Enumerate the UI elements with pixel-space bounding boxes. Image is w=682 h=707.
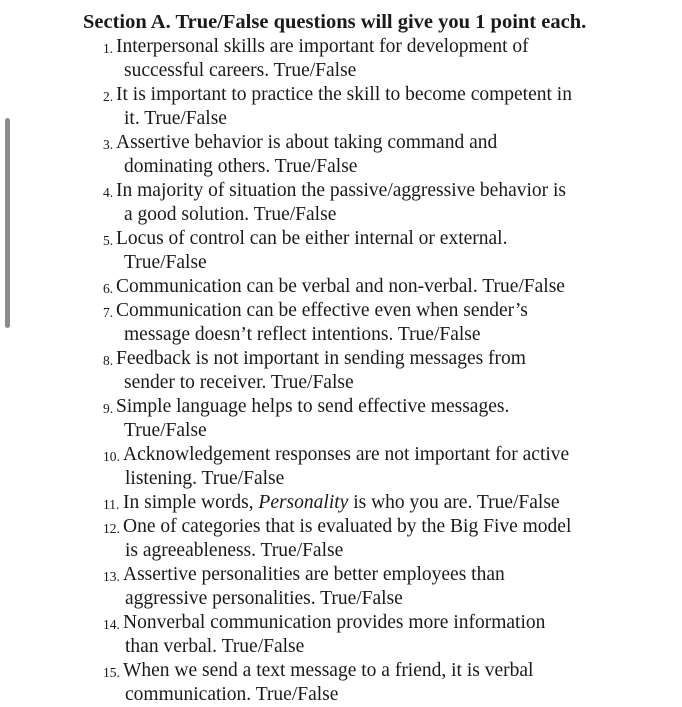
section-title: Section A. True/False questions will give you 1 point each. — [83, 11, 587, 33]
question-number: 5. — [103, 233, 114, 248]
question-number: 2. — [103, 89, 114, 104]
question-text-post: is who you are. True/False — [348, 492, 560, 513]
question-line: Feedback is not important in sending messages from — [116, 348, 526, 369]
question-text — [116, 275, 616, 299]
question-number: 13. — [103, 569, 120, 584]
question-text — [116, 227, 616, 275]
question-line: communication. True/False — [125, 684, 339, 705]
question-text — [123, 611, 623, 659]
question-text — [123, 443, 623, 491]
question-number: 4. — [103, 185, 114, 200]
question-line: True/False — [124, 252, 207, 273]
question-line: Nonverbal communication provides more information — [123, 612, 546, 633]
question-text — [116, 347, 616, 395]
question-line: successful careers. True/False — [124, 60, 357, 81]
question-line: than verbal. True/False — [125, 636, 305, 657]
question-number: 3. — [103, 137, 114, 152]
scroll-indicator[interactable] — [5, 118, 10, 328]
question-line: Interpersonal skills are important for development of — [116, 36, 529, 57]
question-line: a good solution. True/False — [124, 204, 337, 225]
question-number: 1. — [103, 41, 114, 56]
question-text — [116, 395, 616, 443]
question-line: is agreeableness. True/False — [125, 540, 344, 561]
question-line: Simple language helps to send effective messages. — [116, 396, 510, 417]
question-line: In majority of situation the passive/aggressive behavior is — [116, 180, 567, 201]
question-text — [116, 131, 616, 179]
question-number: 12. — [103, 521, 120, 536]
question-line: Communication can be effective even when sender’s — [116, 300, 528, 321]
question-line: Assertive personalities are better employees than — [123, 564, 505, 585]
question-line: When we send a text message to a friend, it is verbal — [123, 660, 534, 681]
question-line: dominating others. True/False — [124, 156, 358, 177]
question-text — [123, 515, 623, 563]
question-line: True/False — [124, 420, 207, 441]
question-text — [116, 35, 616, 83]
question-line: Communication can be verbal and non-verbal. True/False — [116, 276, 565, 297]
question-number: 14. — [103, 617, 120, 632]
question-line: aggressive personalities. True/False — [125, 588, 403, 609]
question-line: Acknowledgement responses are not important for active — [123, 444, 570, 465]
question-number: 8. — [103, 353, 114, 368]
question-number: 11. — [103, 497, 120, 512]
question-line: Locus of control can be either internal or external. — [116, 228, 508, 249]
question-number: 9. — [103, 401, 114, 416]
question-line: One of categories that is evaluated by the Big Five model — [123, 516, 572, 537]
question-text-pre: In simple words, — [123, 492, 259, 513]
question-line: sender to receiver. True/False — [124, 372, 354, 393]
question-line: listening. True/False — [125, 468, 285, 489]
question-text — [116, 179, 616, 227]
question-line: it. True/False — [124, 108, 227, 129]
question-number: 6. — [103, 281, 114, 296]
question-text-emphasis: Personality — [258, 492, 349, 513]
question-text — [116, 299, 616, 347]
question-text — [123, 491, 623, 515]
question-text — [123, 563, 623, 611]
question-number: 10. — [103, 449, 120, 464]
question-line — [123, 491, 623, 515]
question-line: It is important to practice the skill to become competent in — [116, 84, 572, 105]
question-number: 7. — [103, 305, 114, 320]
question-line: message doesn’t reflect intentions. True/False — [124, 324, 481, 345]
question-text — [116, 83, 616, 131]
question-number: 15. — [103, 665, 120, 680]
question-line: Assertive behavior is about taking command and — [116, 132, 498, 153]
